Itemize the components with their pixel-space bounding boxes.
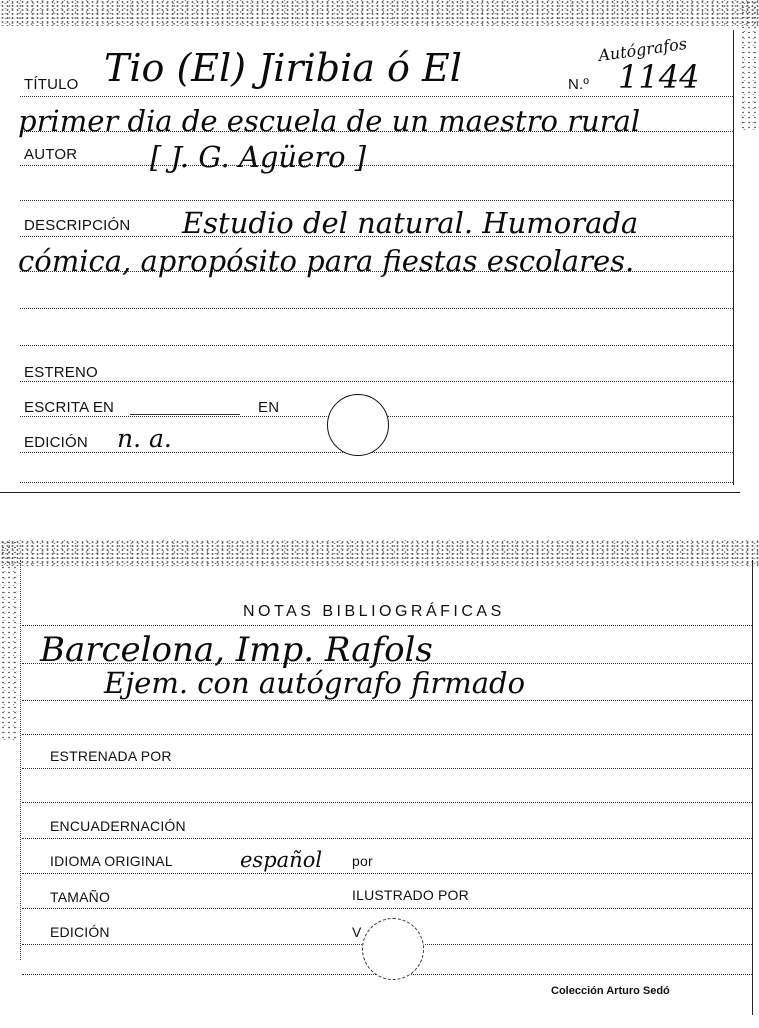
card-top-torn-edge [0, 0, 759, 26]
collection-footer: Colección Arturo Sedó [551, 985, 670, 997]
label-edicion-bottom: EDICIÓN [50, 924, 110, 940]
label-estrenada-por: ESTRENADA POR [50, 748, 172, 764]
handwritten-language: español [240, 848, 323, 872]
rule-line [22, 625, 752, 626]
card-top-bottom-edge [0, 492, 740, 493]
label-numero: N.º [568, 76, 590, 93]
handwritten-description-line1: Estudio del natural. Humorada [182, 206, 639, 240]
label-edicion: EDICIÓN [24, 434, 88, 451]
handwritten-notes-line1: Barcelona, Imp. Rafols [40, 630, 433, 670]
label-idioma-original: IDIOMA ORIGINAL [50, 853, 173, 869]
notas-heading: NOTAS BIBLIOGRÁFICAS [243, 603, 505, 620]
rule-line [22, 768, 752, 769]
card-top-right-border [733, 30, 734, 485]
label-encuadernacion: ENCUADERNACIÓN [50, 818, 186, 834]
card-bottom-torn-edge [0, 540, 759, 566]
card-bottom-left-border [20, 560, 21, 960]
label-en: EN [258, 399, 280, 416]
label-v: V [352, 924, 362, 940]
rule-line [22, 802, 752, 803]
card-bottom-right-border [752, 560, 753, 1015]
escrita-en-underline [130, 414, 240, 415]
label-ilustrado-por: ILUSTRADO POR [352, 887, 469, 903]
rule-line [20, 200, 733, 201]
handwritten-title-line1: Tio (El) Jiribia ó El [104, 46, 462, 90]
punch-hole-bottom [362, 918, 424, 980]
handwritten-number: 1144 [618, 58, 700, 96]
rule-line [20, 381, 733, 382]
rule-line [22, 700, 752, 701]
label-escrita-en: ESCRITA EN [24, 399, 115, 416]
label-por: por [352, 853, 373, 869]
label-tamano: TAMAÑO [50, 889, 111, 905]
rule-line [22, 734, 752, 735]
rule-line [20, 345, 733, 346]
rule-line [20, 482, 733, 483]
label-descripcion: DESCRIPCIÓN [24, 217, 131, 234]
label-autor: AUTOR [24, 146, 78, 163]
handwritten-edition: n. a. [117, 424, 172, 453]
handwritten-title-line2: primer dia de escuela de un maestro rural [18, 104, 641, 138]
rule-line [22, 908, 752, 909]
label-titulo: TÍTULO [24, 76, 79, 93]
rule-line [20, 308, 733, 309]
handwritten-author: [ J. G. Agüero ] [150, 140, 367, 174]
rule-line [20, 96, 733, 97]
handwritten-notes-line2: Ejem. con autógrafo firmado [104, 666, 526, 700]
handwritten-corner-note: Autógrafos [597, 33, 689, 66]
card-bottom-side-speckle [0, 540, 18, 740]
rule-line [20, 165, 733, 166]
handwritten-description-line2: cómica, apropósito para fiestas escolares. [18, 244, 635, 278]
rule-line [22, 838, 752, 839]
label-estreno: ESTRENO [24, 364, 98, 381]
card-top-side-speckle [740, 0, 759, 130]
punch-hole [327, 394, 389, 456]
rule-line [22, 873, 752, 874]
